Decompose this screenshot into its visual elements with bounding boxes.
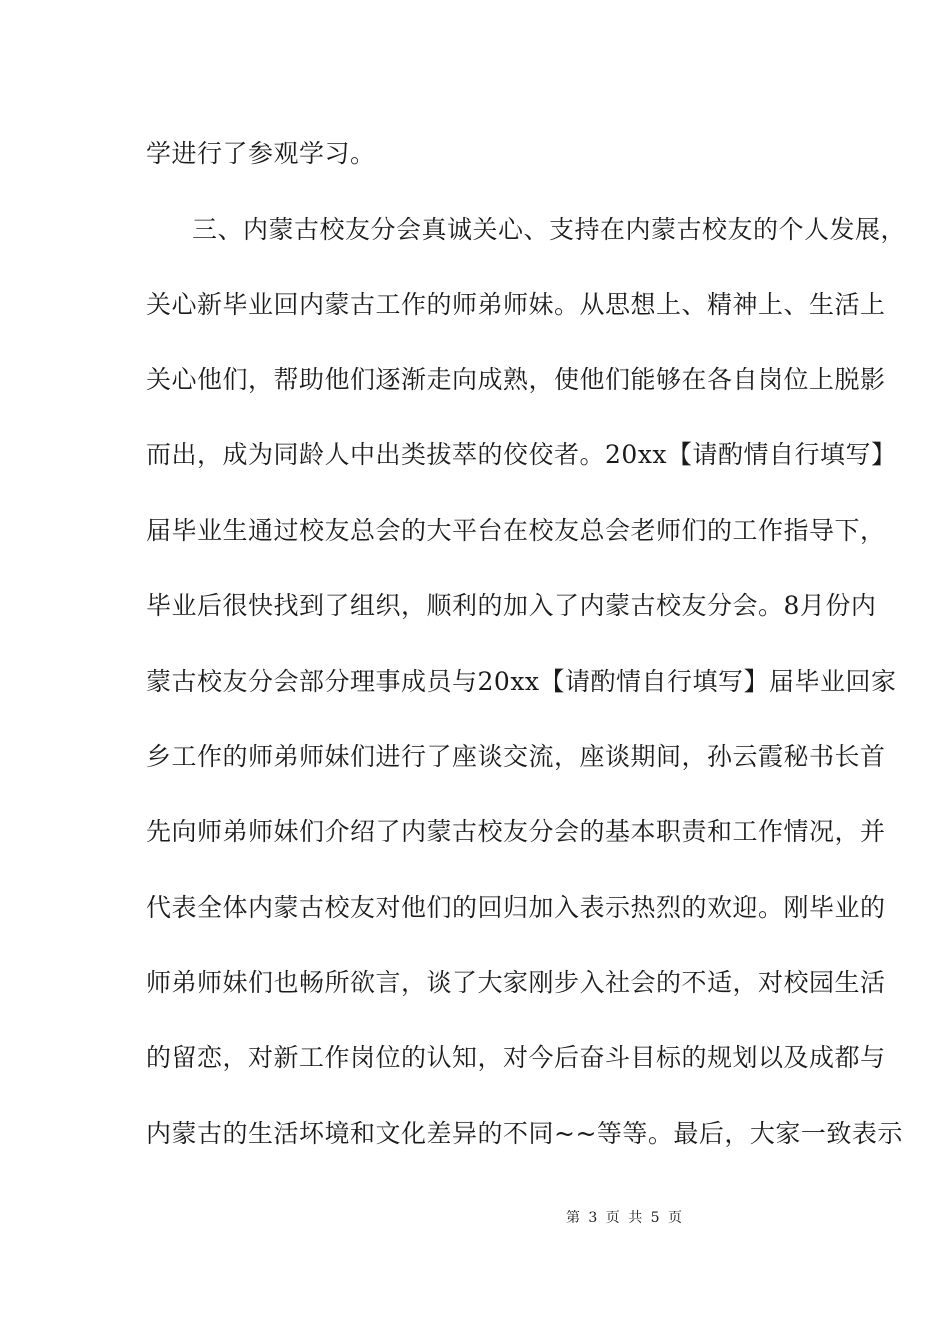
paragraph-line: 先向师弟师妹们介绍了内蒙古校友分会的基本职责和工作情况，并: [146, 817, 886, 846]
paragraph-line: 毕业后很快找到了组织，顺利的加入了内蒙古校友分会。8月份内: [146, 591, 877, 620]
paragraph-line: 乡工作的师弟师妹们进行了座谈交流，座谈期间，孙云霞秘书长首: [146, 742, 886, 771]
paragraph-line: 学进行了参观学习。: [146, 139, 376, 168]
paragraph-line: 代表全体内蒙古校友对他们的回归加入表示热烈的欢迎。刚毕业的: [146, 893, 886, 922]
paragraph-line: 师弟师妹们也畅所欲言，谈了大家刚步入社会的不适，对校园生活: [146, 968, 886, 997]
paragraph-line: 内蒙古的生活坏境和文化差异的不同~~等等。最后，大家一致表示: [146, 1119, 903, 1148]
paragraph-line: 蒙古校友分会部分理事成员与20xx【请酌情自行填写】届毕业回家: [146, 667, 897, 696]
paragraph-line: 关心他们，帮助他们逐渐走向成熟，使他们能够在各自岗位上脱影: [146, 365, 886, 394]
paragraph-line: 的留恋，对新工作岗位的认知，对今后奋斗目标的规划以及成都与: [146, 1043, 886, 1072]
paragraph-line: 三、内蒙古校友分会真诚关心、支持在内蒙古校友的个人发展，: [192, 215, 907, 244]
paragraph-line: 关心新毕业回内蒙古工作的师弟师妹。从思想上、精神上、生活上: [146, 290, 886, 319]
page-number-footer: 第 3 页 共 5 页: [565, 1210, 685, 1226]
paragraph-line: 而出，成为同龄人中出类拔萃的佼佼者。20xx【请酌情自行填写】: [146, 440, 897, 469]
paragraph-line: 届毕业生通过校友总会的大平台在校友总会老师们的工作指导下，: [146, 516, 886, 545]
